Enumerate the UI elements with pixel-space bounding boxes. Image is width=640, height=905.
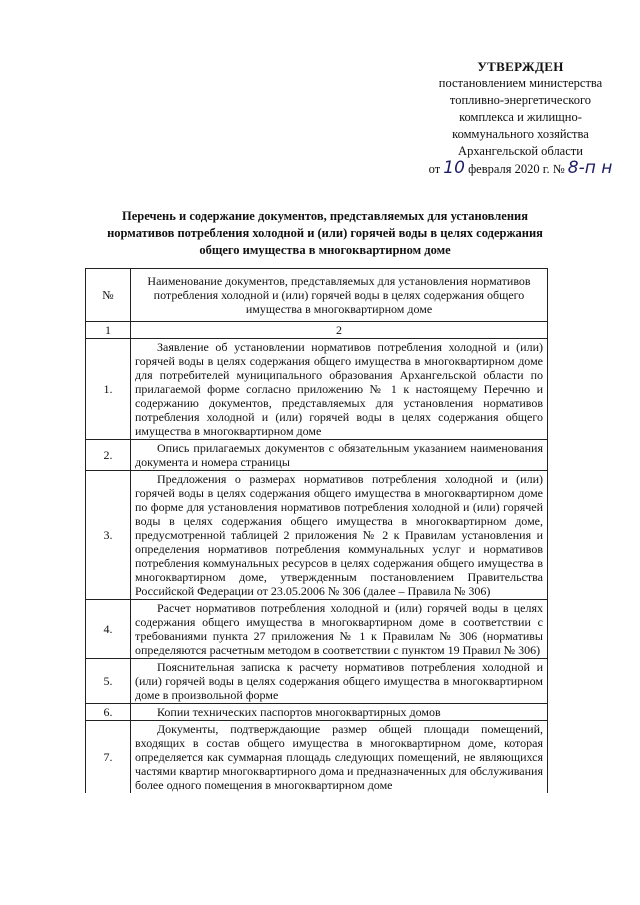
table-row bbox=[86, 339, 548, 440]
column-index-2: 2 bbox=[131, 322, 548, 339]
row-number: 6. bbox=[86, 704, 131, 721]
column-index-row bbox=[86, 322, 548, 339]
approval-line: постановлением министерства bbox=[438, 76, 603, 90]
row-number: 4. bbox=[86, 600, 131, 659]
approval-block bbox=[418, 58, 623, 178]
table-row bbox=[86, 600, 548, 659]
row-number: 1. bbox=[86, 339, 131, 440]
row-number: 5. bbox=[86, 659, 131, 704]
date-prefix: от bbox=[428, 162, 441, 176]
handwritten-day: 10 bbox=[443, 158, 465, 178]
approval-line: Архангельской области bbox=[458, 144, 583, 158]
row-number: 3. bbox=[86, 471, 131, 600]
table-header-row bbox=[86, 269, 548, 322]
row-text: Расчет нормативов потребления холодной и (или) горячей воды в целях содержания общего имущества в многоквартирном доме в соответствии с требованиями пункта 27 приложения № 1 к Правилам № 306 (нормативы определяются расчетным методом в соответствии с пунктом 19 Правил № 306) bbox=[131, 600, 548, 659]
table-row bbox=[86, 721, 548, 794]
date-rest: февраля 2020 г. № bbox=[468, 162, 565, 176]
row-text: Предложения о размерах нормативов потребления холодной и (или) горячей воды в целях содержания общего имущества в многоквартирном доме по форме для установления нормативов потребления холодной и (или) горячей воды в целях содержания общего имущества в многоквартирном доме, предусмотренной таблицей 2 приложения № 2 к Правилам установления и определения нормативов потребления коммунальных услуг и нормативов потребления коммунальных ресурсов в целях содержания общего имущества в многоквартирном доме, утвержденным постановлением Правительства Российской Федерации от 23.05.2006 № 306 (далее – Правила № 306) bbox=[131, 471, 548, 600]
row-text: Документы, подтверждающие размер общей площади помещений, входящих в состав общего имущества в многоквартирном доме, которая определяется как суммарная площадь следующих помещений, не являющихся частями квартир многоквартирного дома и предназначенных для обслуживания более одного помещения в многоквартирном доме bbox=[131, 721, 548, 794]
header-name: Наименование документов, представляемых для установления нормативов потребления холодной и (или) горячей воды в целях содержания общего имущества в многоквартирном доме bbox=[131, 269, 548, 322]
table-row bbox=[86, 704, 548, 721]
approval-line: комплекса и жилищно- bbox=[459, 110, 582, 124]
approval-heading: УТВЕРЖДЕН bbox=[477, 59, 564, 74]
handwritten-number: 8-п н bbox=[567, 158, 613, 178]
header-number: № bbox=[86, 269, 131, 322]
table-row bbox=[86, 440, 548, 471]
column-index-1: 1 bbox=[86, 322, 131, 339]
table-row bbox=[86, 659, 548, 704]
table-row bbox=[86, 471, 548, 600]
row-number: 2. bbox=[86, 440, 131, 471]
row-text: Копии технических паспортов многоквартирных домов bbox=[131, 704, 548, 721]
row-text: Заявление об установлении нормативов потребления холодной и (или) горячей воды в целях содержания общего имущества в многоквартирном доме для потребителей муниципального образования Архангельской области по прилагаемой форме согласно приложению № 1 к настоящему Перечню и содержанию документов, представляемых для установления нормативов потребления холодной и (или) горячей воды в целях содержания общего имущества в многоквартирном доме bbox=[131, 339, 548, 440]
approval-line: топливно-энергетического bbox=[449, 93, 592, 107]
documents-table bbox=[85, 268, 548, 793]
approval-date-line bbox=[418, 160, 623, 178]
row-text: Опись прилагаемых документов с обязательным указанием наименования документа и номера страницы bbox=[131, 440, 548, 471]
row-number: 7. bbox=[86, 721, 131, 794]
approval-line: коммунального хозяйства bbox=[452, 127, 589, 141]
document-title: Перечень и содержание документов, представляемых для установления нормативов потребления холодной и (или) горячей воды в целях содержания общего имущества в многоквартирном доме bbox=[107, 209, 543, 257]
row-text: Пояснительная записка к расчету нормативов потребления холодной и (или) горячей воды в целях содержания общего имущества в многоквартирном доме в произвольной форме bbox=[131, 659, 548, 704]
